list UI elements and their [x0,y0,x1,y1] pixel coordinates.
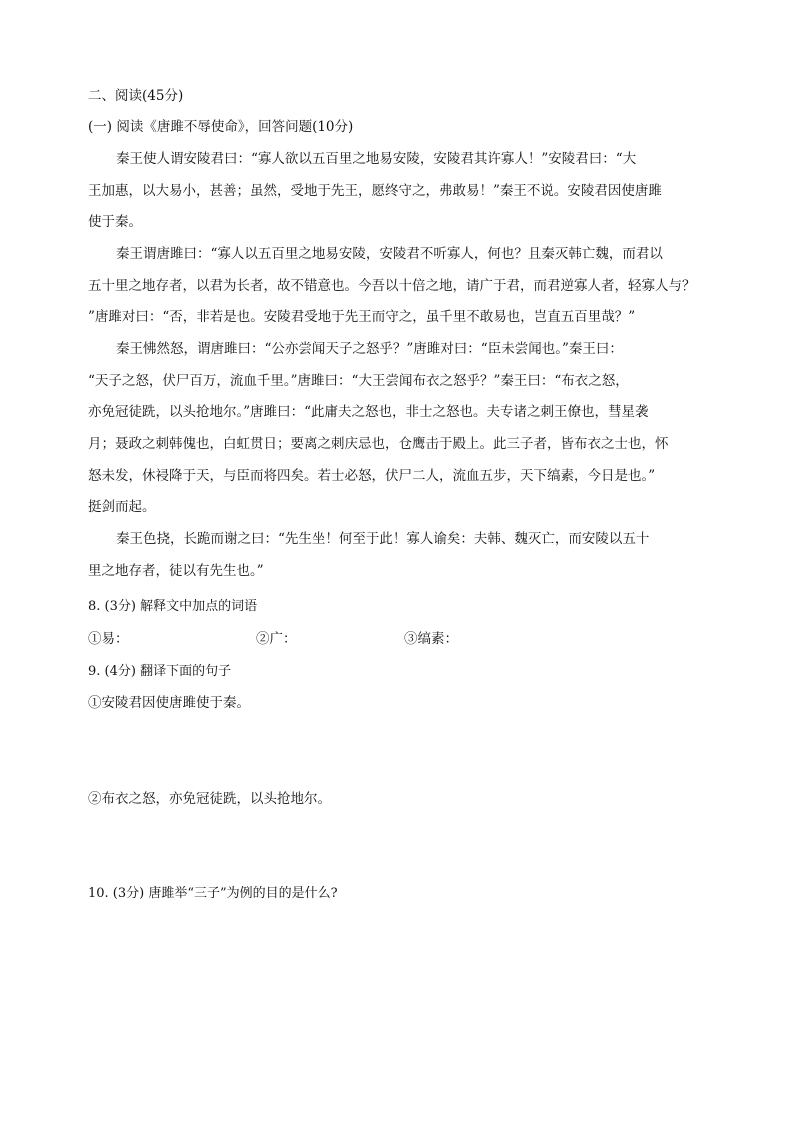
passage-line: 五十里之地存者，以君为长者，故不错意也。今吾以十倍之地，请广于君，而君逆寡人者，轻寡人与？ [88,278,696,294]
question-9-stem: 9. (4分) 翻译下面的句子 [88,664,232,679]
passage-line: 亦免冠徒跣，以头抢地尔。”唐雎曰：“此庸夫之怒也，非士之怒也。夫专诸之刺王僚也，彗星袭 [88,404,649,420]
passage-line: 秦王谓唐雎曰：“寡人以五百里之地易安陵，安陵君不听寡人，何也？且秦灭韩亡魏，而君以 [116,246,663,262]
passage-line: 秦王使人谓安陵君曰：“寡人欲以五百里之地易安陵，安陵君其许寡人！”安陵君曰：“大 [116,151,637,167]
question-8-stem: 8. (3分) 解释文中加点的词语 [88,599,258,614]
passage-line: 秦王色挠，长跪而谢之曰：“先生坐！何至于此！寡人谕矣：夫韩、魏灭亡，而安陵以五十 [116,531,650,547]
passage-line: 使于秦。 [88,214,142,230]
passage-line: ”唐雎对曰：“否，非若是也。安陵君受地于先王而守之，虽千里不敢易也，岂直五百里哉？” [88,309,636,325]
passage-line: 月；聂政之刺韩傀也，白虹贯日；要离之刺庆忌也，仓鹰击于殿上。此三子者，皆布衣之士也，怀 [88,436,669,452]
q9-sentence-2: ②布衣之怒，亦免冠徒跣，以头抢地尔。 [88,791,331,807]
passage-line: 里之地存者，徒以有先生也。” [88,563,264,579]
q8-blank-3: ③缟素： [404,631,458,647]
q8-blank-1: ①易： [88,631,129,647]
passage-line: “天子之怒，伏尸百万，流血千里。”唐雎曰：“大王尝闻布衣之怒乎？”秦王曰：“布衣之怒， [88,373,629,389]
q9-sentence-1: ①安陵君因使唐雎使于秦。 [88,695,250,711]
passage-line: 怒未发，休祲降于天，与臣而将四矣。若士必怒，伏尸二人，流血五步，天下缟素，今日是也。” [88,468,656,484]
passage-line: 挺剑而起。 [88,499,156,515]
q8-blank-2: ②广： [256,631,297,647]
section-title: 二、阅读(45分) [88,88,184,104]
passage-line: 王加惠，以大易小，甚善；虽然，受地于先王，愿终守之，弗敢易！”秦王不说。安陵君因使唐雎 [88,183,662,199]
passage-line: 秦王怫然怒，谓唐雎曰：“公亦尝闻天子之怒乎？”唐雎对曰：“臣未尝闻也。”秦王曰： [116,341,623,357]
section-subtitle: (一) 阅读《唐雎不辱使命》，回答问题(10分) [88,119,354,135]
question-10-stem: 10. (3分) 唐雎举“三子”为例的目的是什么? [88,886,338,901]
